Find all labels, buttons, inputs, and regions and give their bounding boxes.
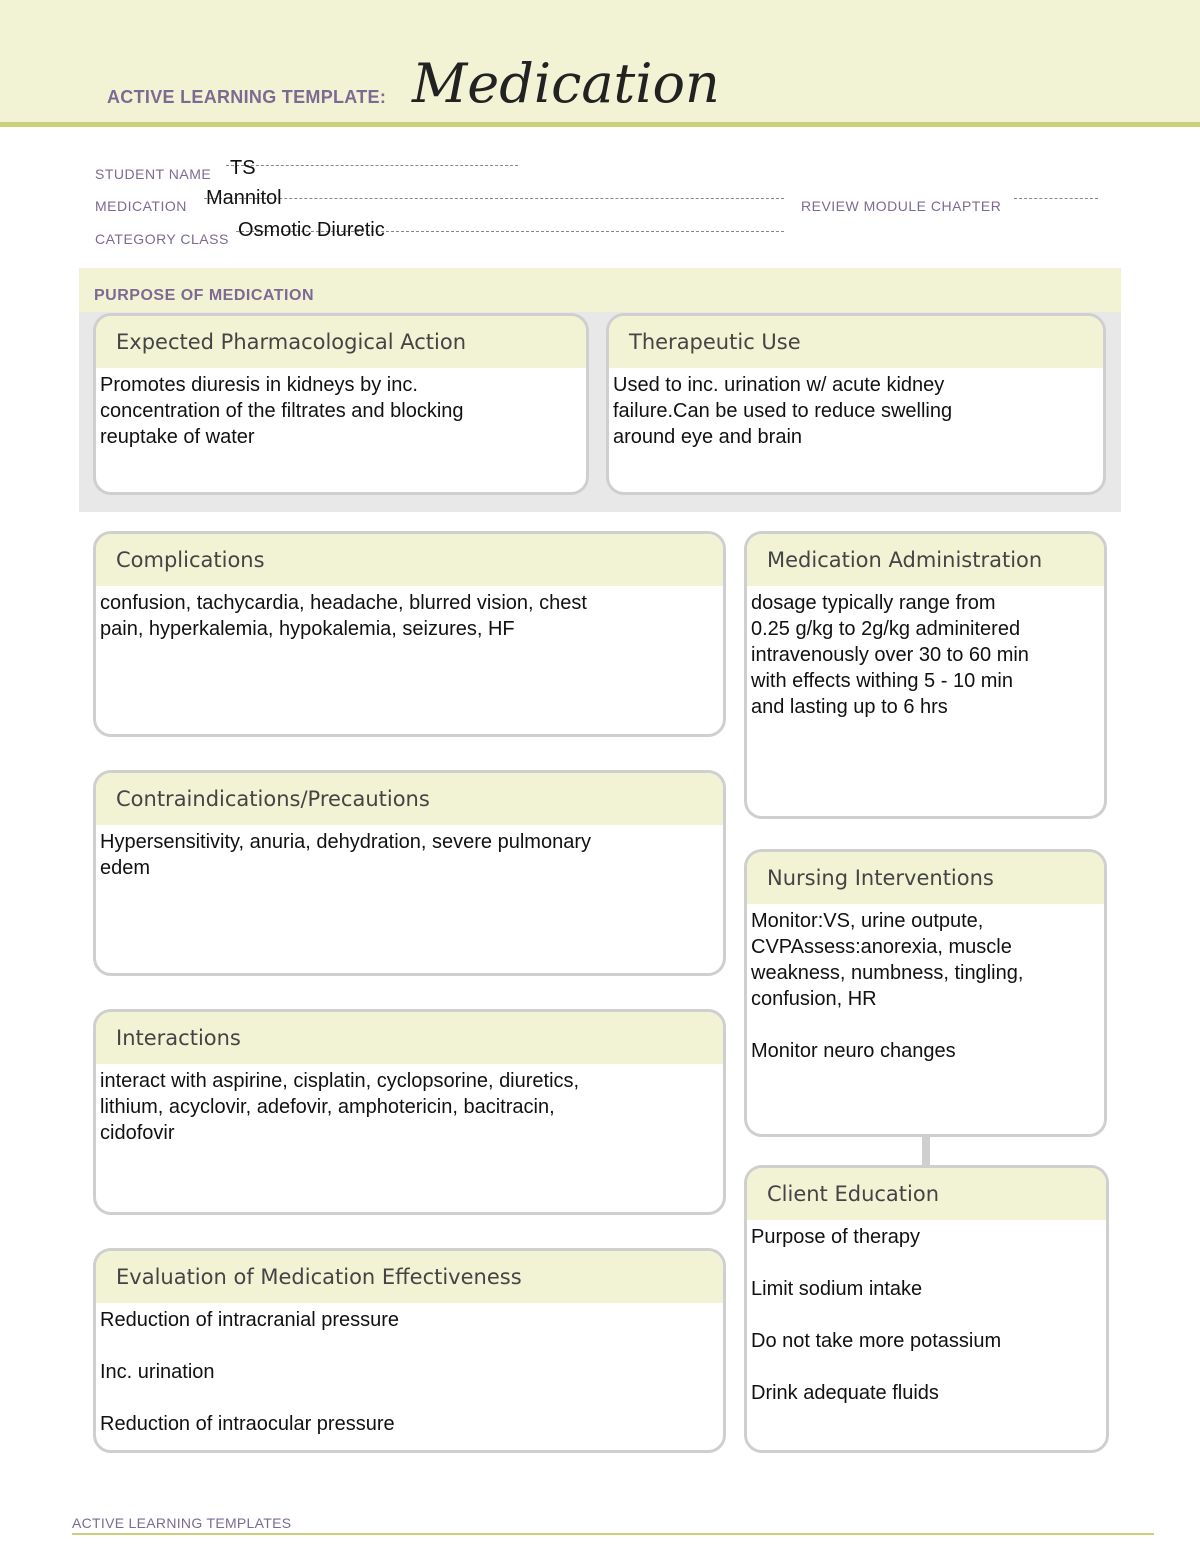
therapeutic-use-text[interactable]: [609, 368, 1103, 450]
review-module-label: REVIEW MODULE CHAPTER: [801, 198, 1002, 214]
text-line: Inc. urination: [100, 1361, 215, 1383]
text-line: Do not take more potassium: [751, 1330, 1002, 1352]
purpose-label: PURPOSE OF MEDICATION: [94, 287, 314, 304]
interactions-text[interactable]: [96, 1064, 723, 1146]
text-line: CVPAssess:anorexia, muscle: [751, 936, 1012, 958]
contraindications-text[interactable]: [96, 825, 723, 881]
contraindications-box: [93, 770, 726, 976]
text-line: Promotes diuresis in kidneys by inc.: [100, 374, 418, 396]
therapeutic-use-box: [606, 313, 1106, 495]
connector: [922, 1137, 930, 1167]
evaluation-box: [93, 1248, 726, 1453]
administration-title: Medication Administration: [747, 534, 1104, 586]
text-line: cidofovir: [100, 1122, 175, 1144]
complications-box: [93, 531, 726, 737]
expected-action-title: Expected Pharmacological Action: [96, 316, 586, 368]
text-line: Hypersensitivity, anuria, dehydration, severe pulmonary: [100, 831, 591, 853]
administration-box: [744, 531, 1107, 819]
text-line: confusion, HR: [751, 988, 877, 1010]
medication-line: [204, 198, 784, 199]
text-line: concentration of the filtrates and blocking: [100, 400, 464, 422]
student-name-line: [226, 165, 518, 166]
text-line: pain, hyperkalemia, hypokalemia, seizures, HF: [100, 618, 515, 640]
template-label: ACTIVE LEARNING TEMPLATE:: [107, 87, 387, 107]
text-line: 0.25 g/kg to 2g/kg adminitered: [751, 618, 1021, 640]
student-name-label: STUDENT NAME: [95, 166, 212, 182]
complications-text[interactable]: [96, 586, 723, 642]
text-line: Used to inc. urination w/ acute kidney: [613, 374, 945, 396]
text-line: failure.Can be used to reduce swelling: [613, 400, 953, 422]
text-line: interact with aspirine, cisplatin, cyclopsorine, diuretics,: [100, 1070, 580, 1092]
text-line: reuptake of water: [100, 426, 255, 448]
contraindications-title: Contraindications/Precautions: [96, 773, 723, 825]
text-line: intravenously over 30 to 60 min: [751, 644, 1029, 666]
student-name-field[interactable]: TS: [230, 157, 256, 179]
category-class-field[interactable]: Osmotic Diuretic: [238, 219, 385, 241]
nursing-title: Nursing Interventions: [747, 852, 1104, 904]
text-line: Reduction of intraocular pressure: [100, 1413, 395, 1435]
text-line: around eye and brain: [613, 426, 803, 448]
medication-label: MEDICATION: [95, 198, 187, 214]
review-module-line: [1014, 198, 1098, 199]
evaluation-text[interactable]: [96, 1303, 723, 1437]
nursing-box: [744, 849, 1107, 1137]
client-education-title: Client Education: [747, 1168, 1106, 1220]
text-line: lithium, acyclovir, adefovir, amphotericin, bacitracin,: [100, 1096, 555, 1118]
therapeutic-use-title: Therapeutic Use: [609, 316, 1103, 368]
complications-title: Complications: [96, 534, 723, 586]
page-title: Medication: [412, 52, 720, 115]
text-line: Limit sodium intake: [751, 1278, 923, 1300]
text-line: with effects withing 5 - 10 min: [751, 670, 1013, 692]
interactions-box: [93, 1009, 726, 1215]
text-line: Monitor:VS, urine outpute,: [751, 910, 984, 932]
text-line: edem: [100, 857, 151, 879]
expected-action-box: [93, 313, 589, 495]
text-line: Purpose of therapy: [751, 1226, 920, 1248]
footer-rule: [72, 1533, 1154, 1535]
nursing-text[interactable]: [747, 904, 1104, 1064]
evaluation-title: Evaluation of Medication Effectiveness: [96, 1251, 723, 1303]
text-line: and lasting up to 6 hrs: [751, 696, 948, 718]
footer-label: ACTIVE LEARNING TEMPLATES: [72, 1515, 292, 1531]
interactions-title: Interactions: [96, 1012, 723, 1064]
category-class-label: CATEGORY CLASS: [95, 231, 229, 247]
text-line: Monitor neuro changes: [751, 1040, 956, 1062]
administration-text[interactable]: [747, 586, 1104, 720]
client-education-text[interactable]: [747, 1220, 1106, 1406]
spacer: [751, 1012, 1100, 1038]
text-line: Drink adequate fluids: [751, 1382, 939, 1404]
header-rule: [0, 122, 1200, 127]
medication-field[interactable]: Mannitol: [206, 187, 282, 209]
text-line: dosage typically range from: [751, 592, 996, 614]
text-line: confusion, tachycardia, headache, blurred vision, chest: [100, 592, 587, 614]
text-line: Reduction of intracranial pressure: [100, 1309, 400, 1331]
expected-action-text[interactable]: [96, 368, 586, 450]
text-line: weakness, numbness, tingling,: [751, 962, 1024, 984]
client-education-box: [744, 1165, 1109, 1453]
